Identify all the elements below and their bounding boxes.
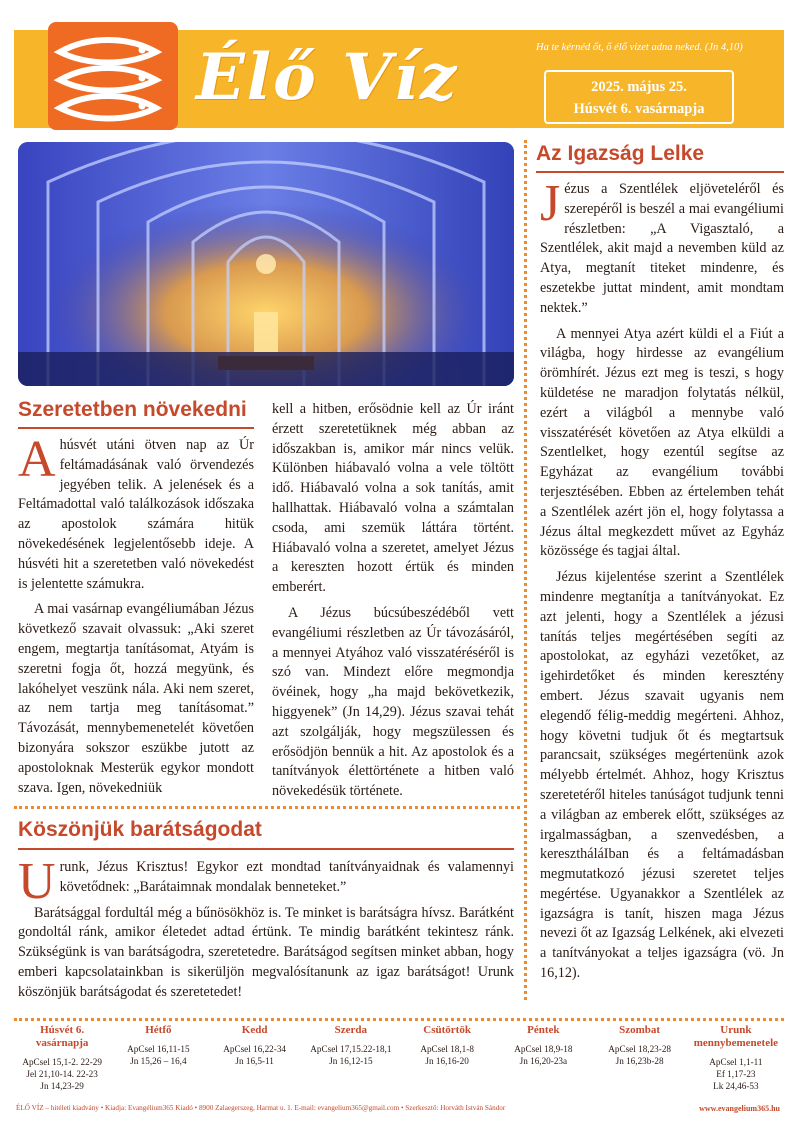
reading-ref: Jn 16,12-15 [329, 1056, 373, 1067]
article-title-szeretetben: Szeretetben növekedni [18, 398, 247, 421]
date-box [544, 70, 734, 124]
title-rule [536, 171, 784, 173]
reading-day [399, 1024, 495, 1098]
reading-ref: Jn 15,26 – 16,4 [130, 1056, 187, 1067]
weekly-readings [14, 1024, 784, 1098]
article-body-szeretetben-col2 [272, 400, 514, 808]
paragraph: A mennyei Atya azért küldi el a Fiút a világba, hogy hirdesse az evangélium örömhírét. Jézus ezt meg is teszi, s hogy küldetése ne maradjon folytatás nélkül, ezért a világból a mennybe való visszatérését követően az Atya elküldi a Szentlelket, hogy ezentúl segítse az Egyházat az evangélium további terjesztésében. Ebben az értelemben tehát a Szentlélek azért jön el, hogy folytassa a Jézus által megkezdett művet az Egyház közössége és tagjai által. [540, 325, 784, 560]
reading-ref: ApCsel 17,15.22-18,1 [310, 1044, 392, 1054]
reading-day [303, 1024, 399, 1098]
reading-day-name: Urunk mennybemenetele [693, 1024, 779, 1049]
reading-day-name: Húsvét 6. vasárnapja [35, 1024, 89, 1049]
issue-occasion: Húsvét 6. vasárnapja [573, 101, 705, 117]
paragraph: Barátsággal fordultál még a bűnösökhöz is. Te minket is barátságra hívsz. Barátként gondoltál ránk, amikor életedet adtad értünk. Te mindig barátként tekintesz ránk. Szükségünk is van barátságodra, szeretetedre. Barátságod segítsen minket abban, hogy emberi kapcsolatainkban is sikerüljön megvalósítanunk az igaz barátságot! Urunk köszönjük barátságodat és szeretetedet! [18, 904, 514, 1000]
reading-day-name: Péntek [527, 1024, 560, 1036]
reading-ref: Jn 16,23b-28 [615, 1056, 664, 1067]
issue-date: 2025. május 25. [591, 79, 687, 95]
masthead-title: Élő Víz [196, 40, 459, 115]
drop-cap: U [18, 853, 56, 910]
article-body-koszonjuk [18, 853, 514, 1009]
paragraph: A mai vasárnap evangéliumában Jézus következő szavait olvassuk: „Aki szeret engem, megtartja tanításomat, Atyám is szeretni fogja őt, hozzá megyünk, és lakóhelyet veszünk nála. Aki nem szeret, az nem tartja meg tanításomat.” Távozását, mennybemenetelét követően bizonyára sokszor eszükbe jutott az apostoloknak Mesterük egykor mondott szava. Igen, növekedniük [18, 601, 254, 796]
reading-day-name: Szerda [334, 1024, 368, 1036]
reading-day-name: Kedd [241, 1024, 268, 1036]
reading-day-name: Csütörtök [423, 1024, 471, 1036]
article-body-szeretetben-col1 [18, 431, 254, 804]
drop-cap: A [18, 431, 56, 488]
reading-ref: Jn 16,20-23a [519, 1056, 568, 1067]
reading-day-name: Hétfő [145, 1024, 172, 1036]
reading-ref: Jn 16,5-11 [235, 1056, 274, 1067]
reading-ref: ApCsel 18,1-8 [420, 1044, 474, 1054]
paragraph: Urunk, Jézus Krisztus! Egykor ezt mondtad tanítványaidnak és valamennyi követődnek: „Barátaimnak mondalak benneteket.” [18, 853, 514, 910]
section-divider [14, 806, 520, 809]
reading-ref: ApCsel 1,1-11 [709, 1057, 763, 1067]
paragraph: Ahúsvét utáni ötven nap az Úr feltámadásának való örvendezés jegyében telik. A jelenések és a Feltámadottal való találkozások időszaka az apostolok számára hitük növekedésének legjelentősebb ideje. A húsvéti hit a szeretetben való növekedést is jelentette számukra. [18, 431, 254, 592]
reading-ref: ApCsel 16,22-34 [223, 1044, 287, 1054]
reading-day [110, 1024, 206, 1098]
drop-cap: J [540, 175, 561, 232]
paragraph: Jézus kijelentése szerint a Szentlélek mindenre megtanítja a tanítványokat. Ez azt jelenti, hogy a Szentlélek a jézusi tanítás teljes megértésében segíti az apostolokat, az egyházi vezetőket, az igehirdetőket és minden keresztény embert. Jézus szavait ugyanis nem elegendő félig-meddig megérteni. Ahhoz, hogy követni tudjuk őt és megtartsuk parancsait, szükséges megértenünk azok mélyebb értelmét. Ahhoz, hogy Krisztus szeretetéről hiteles tanúságot tudjunk tenni a világban az emberek előtt, szükséges az irgalmasságban, a szenvedésben, a keresztháláIban és a feltámadásban megmutatkozó jézusi szeretet teljes megértése. Ugyanakkor a Szentlélek az igazságra is tanít, hiszen maga Jézus nevezi őt az Igazság Lelkének, aki elvezeti a tanítványokat a teljes igazságra (vö. Jn 16,12). [540, 569, 784, 982]
reading-day [592, 1024, 688, 1098]
footer-imprint: ÉLŐ VÍZ – hitéleti kiadvány • Kiadja: Evangélium365 Kiadó • 8900 Zalaegerszeg, Harmat u. 1. E-mail: evangelium365@gmail.com • Szerkesztő: Horváth István Sándor [16, 1104, 506, 1112]
reading-ref: Lk 24,46-53 [713, 1081, 759, 1092]
reading-ref: ApCsel 15,1-2. 22-29 [22, 1057, 102, 1067]
fish-logo-icon [48, 22, 178, 130]
paragraph: kell a hitben, erősödnie kell az Úr iránt érzett szeretetüknek még abban az időszakban is, amikor már nincs velük. Különben hiábavaló volna a vele töltött idő. Hiábavaló volna a sok tanítás, amit hallhattak. Hiábavaló volna a számtalan csoda, ami szemük láttára történt. Hiábavaló volna a szeretet, amelyet Jézus a kereszten hozott értük és minden emberért. [272, 401, 514, 596]
reading-day [688, 1024, 784, 1098]
article-title-koszonjuk: Köszönjük barátságodat [18, 818, 262, 841]
column-separator [524, 140, 527, 1000]
reading-ref: ApCsel 18,9-18 [514, 1044, 573, 1054]
reading-ref: Jel 21,10-14. 22-23 [26, 1069, 98, 1080]
title-rule [18, 848, 514, 850]
reading-day-name: Szombat [619, 1024, 661, 1036]
reading-ref: ApCsel 18,23-28 [608, 1044, 672, 1054]
article-body-igazsag-lelke [540, 175, 784, 990]
readings-divider [14, 1018, 784, 1021]
reading-ref: Jn 16,16-20 [425, 1056, 469, 1067]
reading-ref: ApCsel 16,11-15 [127, 1044, 190, 1054]
title-rule [18, 427, 254, 429]
reading-ref: Jn 14,23-29 [40, 1081, 84, 1092]
article-title-igazsag-lelke: Az Igazság Lelke [536, 142, 705, 165]
reading-day [14, 1024, 110, 1098]
paragraph: A Jézus búcsúbeszédéből vett evangéliumi részletben az Úr távozásáról, a mennyei Atyához való visszatéréséről is szó van. Mindezt előre megmondja övéinek, hogy „ha majd bekövetkezik, higgyenek” (Jn 14,29). Jézus szavai tehát azt szolgálják, hogy megszülessen és erősödjön bennük a hit. Az apostolok és a tanítványok élettörténete a hitben való növekedésük története. [272, 604, 514, 800]
reading-day [207, 1024, 303, 1098]
header-quote: Ha te kérnéd őt, ő élő vizet adna neked. (Jn 4,10) [536, 42, 743, 53]
reading-ref: Ef 1,17-23 [716, 1069, 756, 1080]
footer-website-link[interactable]: www.evangelium365.hu [699, 1104, 780, 1113]
church-interior-photo [18, 142, 514, 386]
reading-day [495, 1024, 591, 1098]
paragraph: Jézus a Szentlélek eljöveteléről és szerepéről is beszél a mai evangéliumi részletben: „A Vigasztaló, a Szentlélek, akit majd a nevemben küld az Atya, megtanít titeket mindenre, és eszetekbe juttat mindent, amit mondtam nektek.” [540, 175, 784, 316]
